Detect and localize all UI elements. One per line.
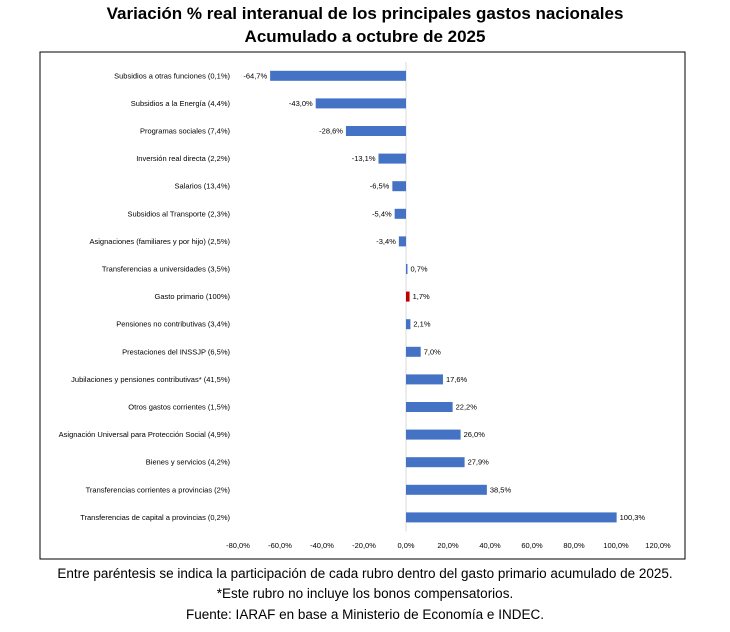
category-label: Transferencias de capital a provincias (0,2%) [80, 512, 230, 522]
category-label: Asignación Universal para Protección Social (4,9%) [58, 430, 230, 440]
x-tick-label: 120,0% [645, 541, 671, 550]
x-tick-label: 20,0% [437, 541, 459, 550]
x-tick-label: -40,0% [310, 541, 334, 550]
chart-subtitle: Acumulado a octubre de 2025 [244, 27, 486, 46]
chart-title: Variación % real interanual de los principales gastos nacionales [106, 4, 624, 23]
category-label: Programas sociales (7,4%) [139, 126, 230, 136]
category-label: Subsidios a la Energía (4,4%) [130, 98, 230, 108]
note-footnote: *Este rubro no incluye los bonos compensatorios. [216, 586, 514, 601]
note-participation: Entre paréntesis se indica la participación de cada rubro dentro del gasto primario acumulado de 2025. [57, 566, 673, 581]
bar [406, 457, 465, 467]
x-tick-label: -20,0% [352, 541, 376, 550]
data-label: -6,5% [369, 181, 390, 191]
bar [406, 512, 617, 522]
bar [406, 347, 421, 357]
category-label: Subsidios al Transporte (2,3%) [127, 209, 230, 219]
category-label: Asignaciones (familiares y por hijo) (2,5%) [89, 236, 230, 246]
bar [406, 374, 443, 384]
x-tick-label: -60,0% [268, 541, 292, 550]
bar [392, 181, 406, 191]
category-label: Jubilaciones y pensiones contributivas* (41,5%) [71, 374, 230, 384]
category-label: Salarios (13,4%) [174, 181, 230, 191]
data-label: -43,0% [288, 98, 313, 108]
data-label: 1,7% [412, 292, 430, 302]
x-tick-label: 40,0% [479, 541, 501, 550]
x-tick-label: 100,0% [603, 541, 629, 550]
category-label: Prestaciones del INSSJP (6,5%) [122, 347, 230, 357]
category-label: Inversión real directa (2,2%) [136, 154, 230, 164]
data-label: 26,0% [463, 430, 485, 440]
data-label: 100,3% [619, 512, 646, 522]
x-tick-label: 80,0% [563, 541, 585, 550]
bar [395, 209, 406, 219]
category-label: Gasto primario (100%) [154, 292, 230, 302]
bar [399, 236, 406, 246]
x-tick-label: 60,0% [521, 541, 543, 550]
category-label: Transferencias corrientes a provincias (2%) [85, 485, 230, 495]
data-label: 27,9% [467, 457, 489, 467]
bar [406, 402, 453, 412]
bar [406, 430, 461, 440]
x-tick-label: -80,0% [226, 541, 250, 550]
bar [270, 71, 406, 81]
category-label: Bienes y servicios (4,2%) [145, 457, 230, 467]
data-label: 17,6% [445, 374, 468, 384]
data-label: -3,4% [376, 236, 396, 246]
category-label: Otros gastos corrientes (1,5%) [128, 402, 230, 412]
bar [406, 264, 407, 274]
note-source: Fuente: IARAF en base a Ministerio de Economía e INDEC. [186, 607, 544, 622]
category-label: Transferencias a universidades (3,5%) [101, 264, 230, 274]
category-label: Pensiones no contributivas (3,4%) [116, 319, 230, 329]
data-label: 38,5% [489, 485, 512, 495]
bar [378, 154, 406, 164]
x-tick-label: 0,0% [397, 541, 415, 550]
data-label: -64,7% [243, 71, 268, 81]
bar [316, 98, 406, 108]
data-label: 0,7% [410, 264, 428, 274]
data-label: -13,1% [351, 154, 376, 164]
data-label: 22,2% [455, 402, 477, 412]
category-label: Subsidios a otras funciones (0,1%) [114, 71, 230, 81]
data-label: 7,0% [423, 347, 441, 357]
data-label: 2,1% [413, 319, 431, 329]
bar-highlight [406, 292, 410, 302]
bar [346, 126, 406, 136]
data-label: -5,4% [372, 209, 392, 219]
data-label: -28,6% [319, 126, 343, 136]
bar [406, 319, 410, 329]
bar [406, 485, 487, 495]
